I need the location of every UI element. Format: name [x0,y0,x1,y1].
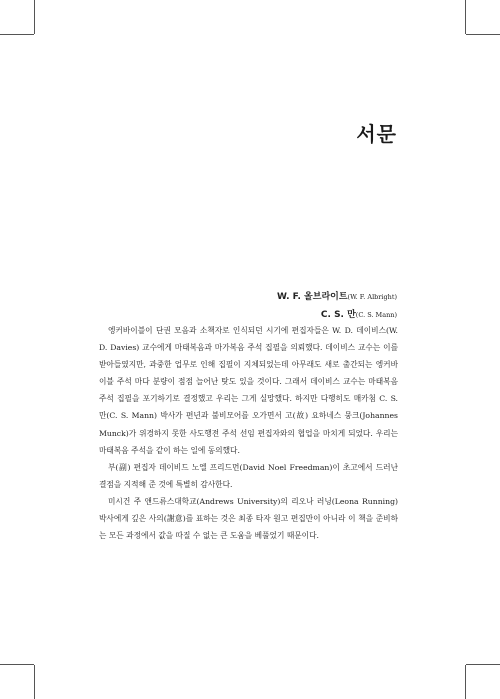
paragraph: 부(副) 편집자 데이비드 노엘 프리드먼(David Noel Freedman)이 초고에서 드러난 결점을 지적해 준 것에 특별히 감사한다. [99,462,398,489]
author-latin-name: (C. S. Mann) [355,311,397,319]
author-name: C. S. 만 [320,310,356,320]
author-name: W. F. 올브라이트 [276,292,348,302]
crop-mark [34,665,35,699]
paragraph: 미시건 주 앤드류스대학교(Andrews University)의 리오나 러닝(Leona Running) 박사에게 깊은 사의(謝意)를 표하는 것은 최종 타자 원고 편집만이 아니라 이 책을 준비하는 모든 과정에서 값을 따질 수 없는 큰 도움을 베풀었기 때문이다. [99,496,398,541]
crop-mark [465,665,466,699]
author-latin-name: (W. F. Albright) [347,293,397,301]
page-title: 서문 [356,122,397,146]
crop-mark [0,34,34,35]
crop-mark [466,34,500,35]
preface-body [99,322,398,544]
crop-mark [465,0,466,34]
crop-mark [34,0,35,34]
author-line [277,288,397,306]
author-list [277,288,397,324]
crop-mark [466,664,500,665]
paragraph: 엥커바이블이 단권 모음과 소책자로 인식되던 시기에 편집자들은 W. D. 데이비스(W. D. Davies) 교수에게 마태복음과 마가복음 주석 집필을 의뢰했다. 데이비스 교수는 이를 받아들였지만, 과중한 업무로 인해 집필이 지체되었는데 아무래도 새로 출간되는 엥커바이블 주석 마다 분량이 점점 늘어난 탓도 있을 것이다. 그래서 데이비스 교수는 마태복음 주석 집필을 포기하기로 결정했고 우리는 그게 실망했다. 하지만 다행히도 매카첨 C. S. 만(C. S. Mann) 박사가 편년과 불비모어를 오가면서 고(故) 요하네스 뭉크(Johannes Munck)가 위경하지 못한 사도행전 주석 선임 편집자와의 협업을 마치게 되었다. 우리는 마태복음 주석을 같이 하는 일에 동의했다. [99,326,398,455]
crop-mark [0,664,34,665]
